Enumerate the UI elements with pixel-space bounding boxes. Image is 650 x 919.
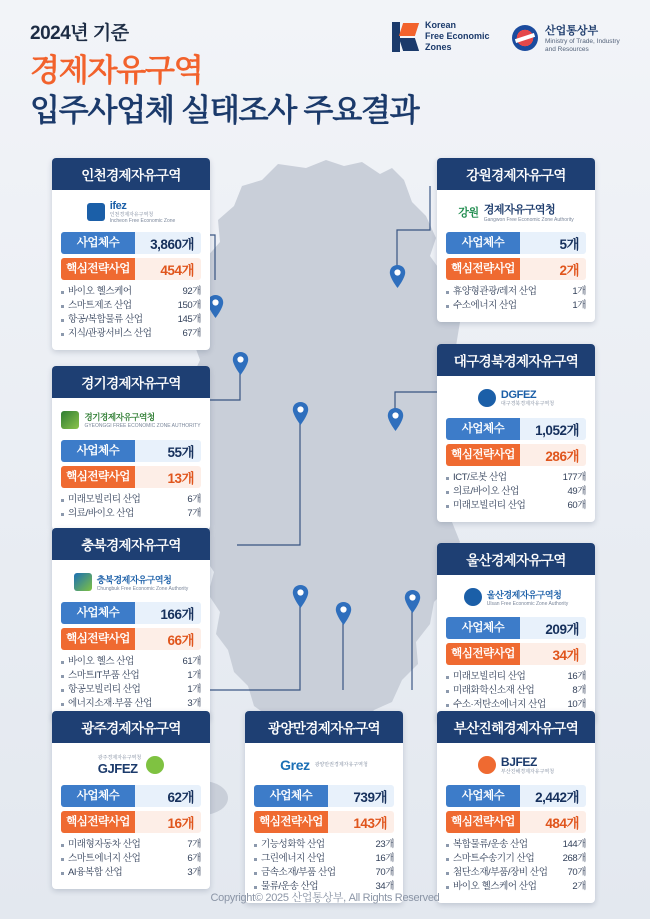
item-name: 지식/관광서비스 산업 — [68, 328, 152, 339]
stat-business-label: 사업체수 — [446, 232, 520, 254]
list-item — [446, 838, 586, 852]
item-count: 49개 — [567, 486, 586, 497]
stat-business-count — [446, 617, 586, 639]
map-pin-chungbuk[interactable] — [292, 402, 309, 425]
list-item — [446, 866, 586, 880]
item-name: 기능성화학 산업 — [261, 839, 325, 850]
stat-business-count — [61, 602, 201, 624]
list-item — [446, 852, 586, 866]
zone-logo-sub: 대구경북경제자유구역청 — [500, 401, 555, 407]
item-count: 3개 — [187, 698, 201, 709]
list-item — [61, 697, 201, 711]
bullet-icon — [61, 499, 64, 502]
kfez-logo-line1: Korean — [425, 20, 457, 30]
item-name: 의료/바이오 산업 — [68, 508, 134, 519]
stat-strategy-count — [254, 811, 394, 833]
zone-logo-gwangyang — [254, 750, 394, 780]
item-count: 3개 — [187, 867, 201, 878]
zone-title: 충북경제자유구역 — [52, 528, 210, 560]
cbfez-mark-icon — [74, 573, 92, 591]
stat-strategy-count — [446, 258, 586, 280]
stat-business-count — [61, 232, 201, 254]
list-item — [61, 683, 201, 697]
item-count: 16개 — [375, 853, 394, 864]
stat-strategy-label: 핵심전략사업 — [446, 643, 520, 665]
bullet-icon — [61, 291, 64, 294]
list-item — [446, 499, 586, 513]
zone-logo-sub: Ulsan Free Economic Zone Authority — [486, 600, 569, 607]
item-count: 145개 — [177, 314, 201, 325]
bullet-icon — [446, 505, 449, 508]
item-name: 수소에너지 산업 — [453, 300, 517, 311]
item-name: 미래모빌리티 산업 — [453, 671, 526, 682]
stat-strategy-label: 핵심전략사업 — [254, 811, 328, 833]
zone-logo-text: 울산경제자유구역청 — [486, 589, 562, 600]
zone-logo-sub: 경제자유구역청 — [483, 204, 556, 216]
item-count: 34개 — [375, 881, 394, 892]
zone-title: 광양만경제자유구역 — [245, 711, 403, 743]
item-count: 1개 — [572, 286, 586, 297]
map-pin-daegu[interactable] — [387, 408, 404, 431]
item-count: 16개 — [567, 671, 586, 682]
stat-business-value: 2,442개 — [535, 790, 579, 805]
item-count: 177개 — [562, 472, 586, 483]
item-name: 바이오 헬스 산업 — [68, 656, 134, 667]
bullet-icon — [446, 477, 449, 480]
zone-logo-gyeonggi — [61, 405, 201, 435]
zone-title: 대구경북경제자유구역 — [437, 344, 595, 376]
zone-title: 광주경제자유구역 — [52, 711, 210, 743]
zone-item-list — [446, 838, 586, 894]
item-name: ICT/로봇 산업 — [453, 472, 507, 483]
list-item — [446, 299, 586, 313]
stat-business-label: 사업체수 — [446, 418, 520, 440]
gfez-mark-icon — [61, 411, 79, 429]
list-item — [254, 838, 394, 852]
zone-card-chungbuk[interactable] — [52, 528, 210, 720]
item-name: 스마트제조 산업 — [68, 300, 132, 311]
zone-item-list — [61, 838, 201, 880]
stat-business-count — [61, 785, 201, 807]
item-count: 268개 — [562, 853, 586, 864]
stat-business-count — [61, 440, 201, 462]
item-count: 7개 — [187, 839, 201, 850]
zone-item-list — [446, 285, 586, 313]
zone-logo-gangwon — [446, 197, 586, 227]
list-item — [61, 313, 201, 327]
stat-strategy-label: 핵심전략사업 — [446, 444, 520, 466]
item-name: 휴양형관광/레저 산업 — [453, 286, 537, 297]
stat-strategy-label: 핵심전략사업 — [61, 628, 135, 650]
zone-item-list — [61, 493, 201, 521]
zone-item-list — [446, 471, 586, 513]
stat-strategy-count — [61, 258, 201, 280]
zone-card-busanjinhae[interactable] — [437, 711, 595, 903]
item-count: 92개 — [182, 286, 201, 297]
zone-title: 울산경제자유구역 — [437, 543, 595, 575]
motie-logo — [512, 22, 620, 54]
kfez-logo — [392, 20, 490, 53]
item-count: 1개 — [572, 300, 586, 311]
bullet-icon — [254, 844, 257, 847]
stat-business-value: 166개 — [160, 607, 194, 622]
item-count: 10개 — [567, 699, 586, 710]
bullet-icon — [61, 661, 64, 664]
map-pin-gwangyang[interactable] — [335, 602, 352, 625]
stat-strategy-value: 13개 — [167, 471, 194, 486]
stat-business-value: 209개 — [545, 622, 579, 637]
bullet-icon — [446, 844, 449, 847]
zone-card-gangwon[interactable] — [437, 158, 595, 322]
stat-business-label: 사업체수 — [254, 785, 328, 807]
bullet-icon — [61, 333, 64, 336]
map-pin-gangwon[interactable] — [389, 265, 406, 288]
stat-strategy-label: 핵심전략사업 — [61, 258, 135, 280]
item-name: AI융복합 산업 — [68, 867, 123, 878]
bullet-icon — [446, 704, 449, 707]
item-count: 70개 — [375, 867, 394, 878]
stat-strategy-count — [446, 444, 586, 466]
item-count: 60개 — [567, 500, 586, 511]
item-name: 항공/복합물류 산업 — [68, 314, 143, 325]
zone-logo-text: BJFEZ — [500, 755, 537, 769]
map-pin-gwangju[interactable] — [292, 585, 309, 608]
kfez-k-mark-icon — [392, 22, 418, 52]
item-name: 수소·저탄소에너지 산업 — [453, 699, 546, 710]
stat-business-label: 사업체수 — [446, 617, 520, 639]
item-name: 물류/운송 산업 — [261, 881, 319, 892]
stat-business-label: 사업체수 — [61, 232, 135, 254]
stat-strategy-count — [61, 628, 201, 650]
bullet-icon — [61, 858, 64, 861]
zone-logo-text: Grez — [280, 757, 310, 773]
footer-copyright: Copyright© 2025 산업통상부, All Rights Reserved — [210, 892, 440, 904]
list-item — [61, 493, 201, 507]
item-count: 1개 — [187, 684, 201, 695]
bullet-icon — [61, 319, 64, 322]
item-count: 70개 — [567, 867, 586, 878]
stat-business-count — [446, 785, 586, 807]
stat-strategy-value: 484개 — [545, 816, 579, 831]
list-item — [61, 866, 201, 880]
stat-strategy-value: 2개 — [559, 263, 579, 278]
bullet-icon — [61, 844, 64, 847]
zone-logo-incheon — [61, 197, 201, 227]
stat-strategy-value: 286개 — [545, 449, 579, 464]
zone-logo-ulsan — [446, 582, 586, 612]
item-name: 미래화학신소재 산업 — [453, 685, 535, 696]
stat-strategy-value: 66개 — [167, 633, 194, 648]
item-count: 23개 — [375, 839, 394, 850]
page-header — [0, 0, 650, 140]
zone-title: 부산진해경제자유구역 — [437, 711, 595, 743]
zone-logo-gwangju — [61, 750, 201, 780]
stat-business-value: 55개 — [167, 445, 194, 460]
zone-logo-chungbuk — [61, 567, 201, 597]
item-name: 에너지소재·부품 산업 — [68, 698, 152, 709]
list-item — [61, 838, 201, 852]
zone-item-list — [254, 838, 394, 894]
list-item — [446, 285, 586, 299]
zone-item-list — [61, 285, 201, 341]
motie-logo-name: 산업통상부 — [545, 25, 599, 37]
stat-business-label: 사업체수 — [61, 440, 135, 462]
bjfez-mark-icon — [478, 756, 496, 774]
zone-card-gyeonggi[interactable] — [52, 366, 210, 530]
bullet-icon — [446, 491, 449, 494]
stat-strategy-count — [446, 643, 586, 665]
item-count: 2개 — [572, 881, 586, 892]
gjfez-mark-icon — [146, 756, 164, 774]
bullet-icon — [61, 872, 64, 875]
dgfez-mark-icon — [478, 389, 496, 407]
zone-title: 인천경제자유구역 — [52, 158, 210, 190]
item-name: 그린에너지 산업 — [261, 853, 325, 864]
kfez-logo-line3: Zones — [425, 42, 452, 52]
stat-business-count — [254, 785, 394, 807]
stat-business-count — [446, 418, 586, 440]
bullet-icon — [446, 676, 449, 679]
list-item — [254, 866, 394, 880]
stat-business-count — [446, 232, 586, 254]
list-item — [446, 471, 586, 485]
bullet-icon — [446, 291, 449, 294]
item-count: 8개 — [572, 685, 586, 696]
item-name: 스마트수송기기 산업 — [453, 853, 535, 864]
stat-business-value: 739개 — [353, 790, 387, 805]
item-name: 금속소재/부품 산업 — [261, 867, 336, 878]
map-pin-gyeonggi[interactable] — [232, 352, 249, 375]
zone-logo-sub2: Incheon Free Economic Zone — [109, 218, 176, 224]
stat-strategy-value: 34개 — [552, 648, 579, 663]
zone-logo-sub: 인천경제자유구역청 — [109, 212, 154, 218]
item-count: 7개 — [187, 508, 201, 519]
zone-logo-sub: GYEONGGI FREE ECONOMIC ZONE AUTHORITY — [84, 423, 201, 429]
bullet-icon — [61, 513, 64, 516]
bullet-icon — [446, 872, 449, 875]
list-item — [254, 852, 394, 866]
zone-logo-sub: 광주경제자유구역청 — [97, 754, 142, 761]
list-item — [61, 285, 201, 299]
zone-card-ulsan[interactable] — [437, 543, 595, 721]
bullet-icon — [446, 305, 449, 308]
motie-logo-sub2: and Resources — [545, 46, 589, 53]
stat-business-value: 62개 — [167, 790, 194, 805]
zone-logo-text: GJFEZ — [97, 760, 138, 776]
stat-business-label: 사업체수 — [61, 602, 135, 624]
zone-card-gwangyang[interactable] — [245, 711, 403, 903]
item-count: 150개 — [177, 300, 201, 311]
zone-logo-text: 강원 — [458, 207, 479, 219]
list-item — [446, 485, 586, 499]
item-name: 첨단소재/부품/장비 산업 — [453, 867, 548, 878]
item-count: 1개 — [187, 670, 201, 681]
stat-strategy-label: 핵심전략사업 — [61, 466, 135, 488]
stat-business-label: 사업체수 — [61, 785, 135, 807]
motie-logo-sub1: Ministry of Trade, Industry — [545, 38, 620, 45]
item-count: 6개 — [187, 494, 201, 505]
stat-strategy-value: 16개 — [167, 816, 194, 831]
bullet-icon — [254, 858, 257, 861]
ifez-mark-icon — [87, 203, 105, 221]
bullet-icon — [254, 872, 257, 875]
stat-strategy-label: 핵심전략사업 — [61, 811, 135, 833]
bullet-icon — [61, 675, 64, 678]
stat-strategy-count — [446, 811, 586, 833]
stat-strategy-value: 143개 — [353, 816, 387, 831]
item-name: 바이오 헬스케어 — [68, 286, 132, 297]
stat-strategy-value: 454개 — [160, 263, 194, 278]
list-item — [446, 670, 586, 684]
stat-business-value: 5개 — [559, 237, 579, 252]
item-count: 61개 — [182, 656, 201, 667]
stat-strategy-count — [61, 811, 201, 833]
zone-card-gwangju[interactable] — [52, 711, 210, 889]
header-year: 2024년 기준 — [30, 23, 129, 44]
bullet-icon — [446, 858, 449, 861]
list-item — [61, 655, 201, 669]
list-item — [446, 684, 586, 698]
item-name: 미래모빌리티 산업 — [453, 500, 526, 511]
item-name: 의료/바이오 산업 — [453, 486, 519, 497]
kfez-logo-line2: Free Economic — [425, 31, 490, 41]
item-name: 복합물류/운송 산업 — [453, 839, 528, 850]
bullet-icon — [446, 690, 449, 693]
zone-card-daegu[interactable] — [437, 344, 595, 522]
ufez-mark-icon — [464, 588, 482, 606]
zone-logo-text: DGFEZ — [500, 389, 537, 401]
page-title-line1: 경제자유구역 — [30, 53, 203, 88]
zone-logo-daegu — [446, 383, 586, 413]
zone-logo-text: 충북경제자유구역청 — [96, 574, 172, 585]
list-item — [446, 698, 586, 712]
item-count: 144개 — [562, 839, 586, 850]
zone-logo-text: ifez — [109, 200, 127, 212]
zone-item-list — [61, 655, 201, 711]
list-item — [61, 299, 201, 313]
zone-logo-sub: 광양만권경제자유구역청 — [314, 762, 368, 768]
zone-card-incheon[interactable] — [52, 158, 210, 350]
stat-strategy-label: 핵심전략사업 — [446, 258, 520, 280]
stat-strategy-label: 핵심전략사업 — [446, 811, 520, 833]
stat-business-value: 1,052개 — [535, 423, 579, 438]
zone-logo-sub: Chungbuk Free Economic Zone Authority — [96, 585, 189, 592]
item-name: 스마트에너지 산업 — [68, 853, 141, 864]
item-name: 스마트IT부품 산업 — [68, 670, 140, 681]
map-pin-busanjinhae[interactable] — [404, 590, 421, 613]
stat-strategy-count — [61, 466, 201, 488]
item-name: 미래모빌리티 산업 — [68, 494, 141, 505]
bullet-icon — [61, 305, 64, 308]
item-name: 바이오 헬스케어 산업 — [453, 881, 537, 892]
item-count: 67개 — [182, 328, 201, 339]
zone-title: 강원경제자유구역 — [437, 158, 595, 190]
page-title-line2: 입주사업체 실태조사 주요결과 — [30, 93, 419, 128]
stat-business-label: 사업체수 — [446, 785, 520, 807]
list-item — [61, 507, 201, 521]
zone-logo-busanjinhae — [446, 750, 586, 780]
item-count: 6개 — [187, 853, 201, 864]
stat-business-value: 3,860개 — [150, 237, 194, 252]
item-name: 미래형자동차 산업 — [68, 839, 141, 850]
item-name: 항공모빌리티 산업 — [68, 684, 141, 695]
bullet-icon — [61, 689, 64, 692]
list-item — [61, 852, 201, 866]
zone-item-list — [446, 670, 586, 712]
zone-logo-text: 경기경제자유구역청 — [84, 412, 155, 422]
list-item — [61, 327, 201, 341]
bullet-icon — [61, 703, 64, 706]
list-item — [61, 669, 201, 683]
zone-logo-sub: 부산진해경제자유구역청 — [500, 769, 555, 775]
zone-title: 경기경제자유구역 — [52, 366, 210, 398]
taegeuk-circle-icon — [512, 25, 538, 51]
zone-logo-sub2: Gangwon Free Economic Zone Authority — [483, 217, 574, 223]
